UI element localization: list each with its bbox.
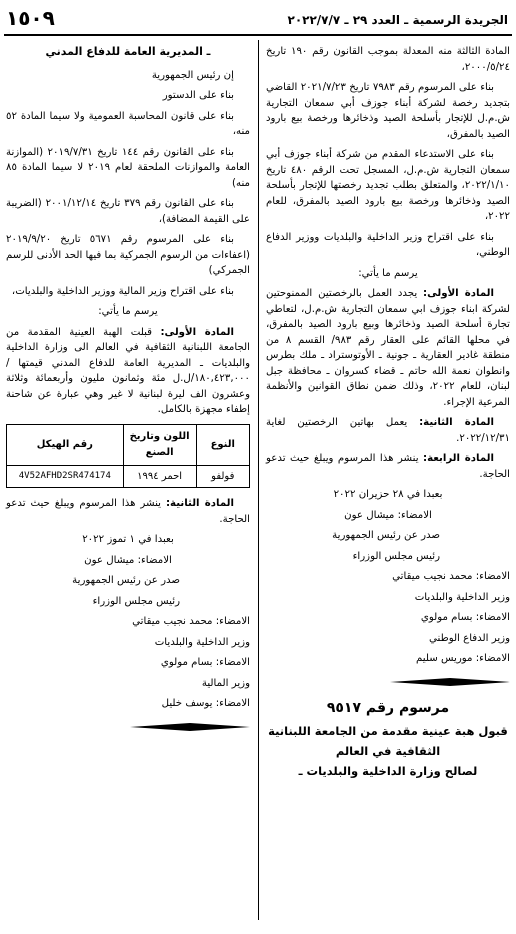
table-header: اللون وتاريخ الصنع [123, 424, 196, 465]
header-divider [4, 34, 512, 36]
article-label: المادة الثانية: [165, 498, 234, 509]
signature-president: الامضاء: ميشال عون [344, 509, 432, 521]
signature-defense: الامضاء: موريس سليم [416, 653, 510, 664]
table-cell: احمر ١٩٩٤ [123, 465, 196, 488]
article-text: قبلت الهبة العينية المقدمة من الجامعة اللبنانية الثقافية في العالم الى وزارة الداخلية والبلديات ـ المديرية العامة للدفاع المدني قيمتها /١٨٠,٤٢٣,٠٠٠/ل.ل مئة وثمانون مليون وأربعمائة وثلاثة وعشرون الف ليرة لبنانية لا غير وهي عبارة عن شاحنة إطفاء مجهزة بالكامل. [6, 326, 250, 415]
issued-by: صدر عن رئيس الجمهورية [72, 575, 180, 586]
article-label: المادة الثانية: [419, 417, 494, 428]
article-text: ينشر هذا المرسوم ويبلغ حيث تدعو الحاجة. [6, 498, 250, 525]
vehicle-table [6, 424, 250, 489]
paragraph: بناء على المرسوم رقم ٧٩٨٣ تاريخ ٢٠٢١/٧/٢٣ القاضي بتجديد رخصة لشركة أبناء جوزف أبي سمعان التجارية ش.م.ل للإتجار بأسلحة الصيد وذخائرها ورخصة بيع بارود الصيد بالمفرق، [266, 82, 510, 140]
decree-title-line: لصالح وزارة الداخلية والبلديات ـ [298, 763, 478, 778]
section-title: ـ المديرية العامة للدفاع المدني [45, 45, 211, 58]
page-header [4, 4, 512, 34]
article-1 [266, 286, 510, 410]
paragraph: بناء على القانون رقم ١٤٤ تاريخ ٢٠١٩/٧/٣١ (الموازنة العامة والموازنات الملحقة لعام ٢٠١٩ لا سيما المادة ٨٥ منه) [6, 146, 251, 189]
table-cell: فولفو [196, 465, 249, 488]
article-1 [6, 325, 250, 418]
column-divider [258, 40, 259, 920]
article-text: يجدد العمل بالرخصتين الممنوحتين لشركة ابناء جوزف ابي سمعان التجارية ش.م.ل، لتعاطي تجارة أسلحة الصيد وذخائرها وبيع بارود الصيد بالمفرق، في محلها القائم على العقار رقم ٩٨٣/ القسم ٨ من منطقة غادير العقارية ـ جونية ـ الأوتوستراد ـ ملك بطرس وانطوان نعمة الله حاتم ـ قضاء كسروان ـ محافظة جبل لبنان، للعام ٢٠٢٢، وذلك ضمن نطاق القوانين والأنظمة المرعية الإجراء. [266, 288, 511, 408]
decree-number: مرسوم رقم ٩٥١٧ [326, 700, 450, 716]
decree-title-line: الثقافية في العالم [335, 743, 441, 758]
paragraph: إن رئيس الجمهورية [151, 69, 234, 81]
paragraph: بناء على المرسوم رقم ٥٦٧١ تاريخ ٢٠١٩/٩/٢٠ (اعفاءات من الرسوم الجمركية بما فيها الحد الأدنى للرسم الجمركي) [6, 234, 250, 276]
issued-by: صدر عن رئيس الجمهورية [332, 530, 440, 541]
interior-minister-title: وزير الداخلية والبلديات [414, 591, 510, 603]
paragraph: المادة الثالثة منه المعدلة بموجب القانون رقم ١٩٠ تاريخ ٢٠٠٠/٥/٢٤، [266, 46, 511, 73]
signature-pm: الامضاء: محمد نجيب ميقاتي [392, 571, 510, 582]
separator-ornament-icon [130, 723, 250, 731]
issue-date: بعبدا في ١ تموز ٢٠٢٢ [82, 534, 174, 545]
paragraph: بناء على الدستور [162, 90, 234, 101]
interior-minister-title: وزير الداخلية والبلديات [154, 636, 250, 648]
decree-title-line: قبول هبة عينية مقدمة من الجامعة اللبنانية [268, 723, 508, 738]
article-2 [266, 415, 510, 446]
signature-pm: الامضاء: محمد نجيب ميقاتي [132, 616, 250, 627]
signature-finance: الامضاء: يوسف خليل [161, 698, 250, 709]
paragraph: بناء على القانون رقم ٣٧٩ تاريخ ٢٠٠١/١٢/١٤ (الضريبة على القيمة المضافة)، [6, 198, 250, 225]
separator-ornament-icon [390, 678, 510, 686]
signature-interior: الامضاء: بسام مولوي [420, 612, 510, 623]
table-header: النوع [196, 424, 249, 465]
pm-title: رئيس مجلس الوزراء [92, 595, 180, 607]
page-number: ١٥٠٩ [6, 6, 55, 30]
table-row [7, 465, 250, 488]
article-label: المادة الأولى: [160, 326, 234, 338]
article-text: ينشر هذا المرسوم ويبلغ حيث تدعو الحاجة. [266, 453, 510, 480]
paragraph: بناء على الاستدعاء المقدم من شركة أبناء جوزف أبي سمعان التجارية ش.م.ل، المسجل تحت الرقم ٤٨٠ تاريخ ٢٠٢٢/١/١٠، والمتعلق بطلب تجديد رخصتها للإتجار بأسلحة الصيد وذخائرها ورخصة بيع بارود الصيد بالمفرق، للعام ٢٠٢٢، [266, 149, 510, 222]
article-3 [266, 451, 510, 482]
paragraph: بناء على قانون المحاسبة العمومية ولا سيما المادة ٥٢ منه، [6, 110, 250, 137]
article-2 [6, 496, 250, 527]
paragraph: بناء على اقتراح وزير المالية ووزير الداخلية والبلديات، [11, 285, 234, 297]
article-label: المادة الأولى: [423, 288, 494, 299]
pm-title: رئيس مجلس الوزراء [352, 550, 440, 562]
left-column [6, 44, 250, 742]
right-column [266, 44, 510, 781]
table-cell: 4V52AFHD2SR474174 [7, 465, 124, 488]
issue-date: بعبدا في ٢٨ حزيران ٢٠٢٢ [333, 489, 443, 500]
paragraph: بناء على اقتراح وزير الداخلية والبلديات ووزير الدفاع الوطني، [266, 231, 510, 258]
gazette-title: الجريدة الرسمية ـ العدد ٢٩ ـ ٢٠٢٢/٧/٧ [287, 13, 508, 27]
decree-formula: يرسم ما يأتي: [358, 267, 418, 279]
finance-minister-title: وزير المالية [201, 677, 250, 689]
article-text: يعمل بهاتين الرخصتين لغاية ٢٠٢٢/١٢/٣١. [266, 417, 510, 444]
article-label: المادة الرابعة: [423, 453, 494, 464]
decree-formula: يرسم ما يأتي: [98, 306, 158, 317]
defense-minister-title: وزير الدفاع الوطني [429, 632, 510, 644]
signature-interior: الامضاء: بسام مولوي [160, 657, 250, 668]
table-header: رقم الهيكل [7, 424, 124, 465]
signature-president: الامضاء: ميشال عون [84, 554, 172, 566]
